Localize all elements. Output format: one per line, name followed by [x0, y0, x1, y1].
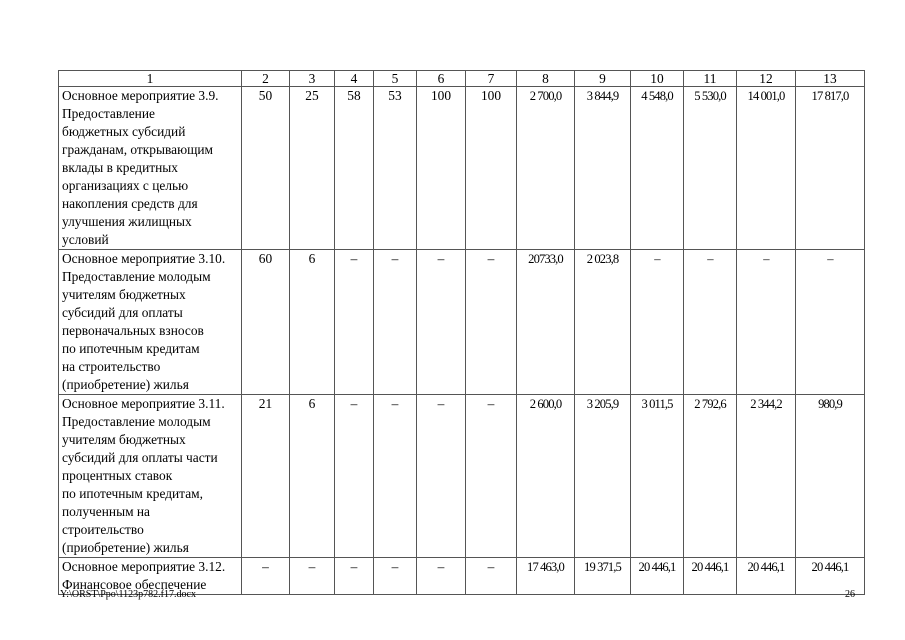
description-line: бюджетных субсидий [62, 124, 186, 139]
table-body [59, 87, 865, 595]
table-cell: 2 792,6 [684, 395, 737, 558]
table-cell: – [242, 558, 290, 595]
table-cell: 20 446,1 [796, 558, 865, 595]
table-row [59, 395, 865, 558]
column-header: 13 [796, 71, 865, 87]
description-line: Основное мероприятие 3.11. [62, 396, 225, 411]
table-cell: 2 600,0 [517, 395, 575, 558]
description-line: Основное мероприятие 3.10. [62, 251, 226, 266]
table-cell: 20 446,1 [631, 558, 684, 595]
table-cell: 20 446,1 [737, 558, 796, 595]
table-cell: 21 [242, 395, 290, 558]
table-cell: 20 446,1 [684, 558, 737, 595]
table-cell: – [737, 250, 796, 395]
table-cell: 100 [466, 87, 517, 250]
table-cell: – [374, 250, 417, 395]
column-header: 6 [417, 71, 466, 87]
description-line: Предоставление [62, 106, 155, 121]
table-cell: 2 700,0 [517, 87, 575, 250]
description-line: Основное мероприятие 3.12. [62, 559, 226, 574]
description-line: организациях с целью [62, 178, 189, 193]
column-header: 2 [242, 71, 290, 87]
table-cell: 4 548,0 [631, 87, 684, 250]
row-description [59, 87, 242, 250]
table-cell: – [466, 558, 517, 595]
table-cell: 58 [335, 87, 374, 250]
column-header: 10 [631, 71, 684, 87]
table-cell: 60 [242, 250, 290, 395]
data-table [58, 70, 865, 595]
column-header: 12 [737, 71, 796, 87]
table-cell: – [417, 250, 466, 395]
column-header: 1 [59, 71, 242, 87]
description-line: субсидий для оплаты части [62, 450, 218, 465]
table-cell: 14 001,0 [737, 87, 796, 250]
table-cell: 6 [290, 395, 335, 558]
table-cell: – [684, 250, 737, 395]
description-line: учителям бюджетных [62, 287, 186, 302]
table-cell: – [466, 395, 517, 558]
table-cell: 3 205,9 [575, 395, 631, 558]
description-line: улучшения жилищных [62, 214, 192, 229]
description-line: субсидий для оплаты [62, 305, 183, 320]
table-header-row [59, 71, 865, 87]
table-cell: – [631, 250, 684, 395]
column-header: 9 [575, 71, 631, 87]
column-header: 5 [374, 71, 417, 87]
description-line: на строительство [62, 359, 161, 374]
description-line: строительство [62, 522, 144, 537]
description-line: условий [62, 232, 109, 247]
description-line: первоначальных взносов [62, 323, 204, 338]
table-cell: – [290, 558, 335, 595]
table-cell: 50 [242, 87, 290, 250]
table-cell: 6 [290, 250, 335, 395]
table-cell: 25 [290, 87, 335, 250]
table-cell: 53 [374, 87, 417, 250]
table-cell: – [466, 250, 517, 395]
column-header: 4 [335, 71, 374, 87]
description-line: учителям бюджетных [62, 432, 186, 447]
table-cell: 17 463,0 [517, 558, 575, 595]
table-row [59, 250, 865, 395]
table-row [59, 87, 865, 250]
table-cell: – [335, 395, 374, 558]
description-line: Предоставление молодым [62, 414, 211, 429]
table-cell: 980,9 [796, 395, 865, 558]
table-cell: 100 [417, 87, 466, 250]
table-cell: 19 371,5 [575, 558, 631, 595]
description-line: по ипотечным кредитам, [62, 486, 203, 501]
column-header: 3 [290, 71, 335, 87]
table-cell: – [335, 558, 374, 595]
description-line: процентных ставок [62, 468, 173, 483]
description-line: Предоставление молодым [62, 269, 211, 284]
description-line: Финансовое обеспечение [62, 577, 207, 592]
description-line: Основное мероприятие 3.9. [62, 88, 219, 103]
table-cell: – [796, 250, 865, 395]
description-line: полученным на [62, 504, 151, 519]
table-cell: – [374, 395, 417, 558]
column-header: 11 [684, 71, 737, 87]
row-description [59, 250, 242, 395]
description-line: гражданам, открывающим [62, 142, 214, 157]
table-cell: – [335, 250, 374, 395]
description-line: (приобретение) жилья [62, 540, 189, 555]
table-cell: – [417, 395, 466, 558]
table-cell: – [374, 558, 417, 595]
table-cell: 2 023,8 [575, 250, 631, 395]
row-description [59, 395, 242, 558]
table-cell: 20733,0 [517, 250, 575, 395]
document-path: Y:\ORST\Ppo\1123p782.f17.docx [60, 589, 196, 600]
table-cell: – [417, 558, 466, 595]
page-number: 26 [845, 589, 855, 600]
table-cell: 17 817,0 [796, 87, 865, 250]
description-line: по ипотечным кредитам [62, 341, 200, 356]
table-cell: 3 844,9 [575, 87, 631, 250]
column-header: 8 [517, 71, 575, 87]
table-cell: 3 011,5 [631, 395, 684, 558]
table-cell: 5 530,0 [684, 87, 737, 250]
description-line: накопления средств для [62, 196, 198, 211]
column-header: 7 [466, 71, 517, 87]
description-line: (приобретение) жилья [62, 377, 189, 392]
description-line: вклады в кредитных [62, 160, 178, 175]
table-cell: 2 344,2 [737, 395, 796, 558]
